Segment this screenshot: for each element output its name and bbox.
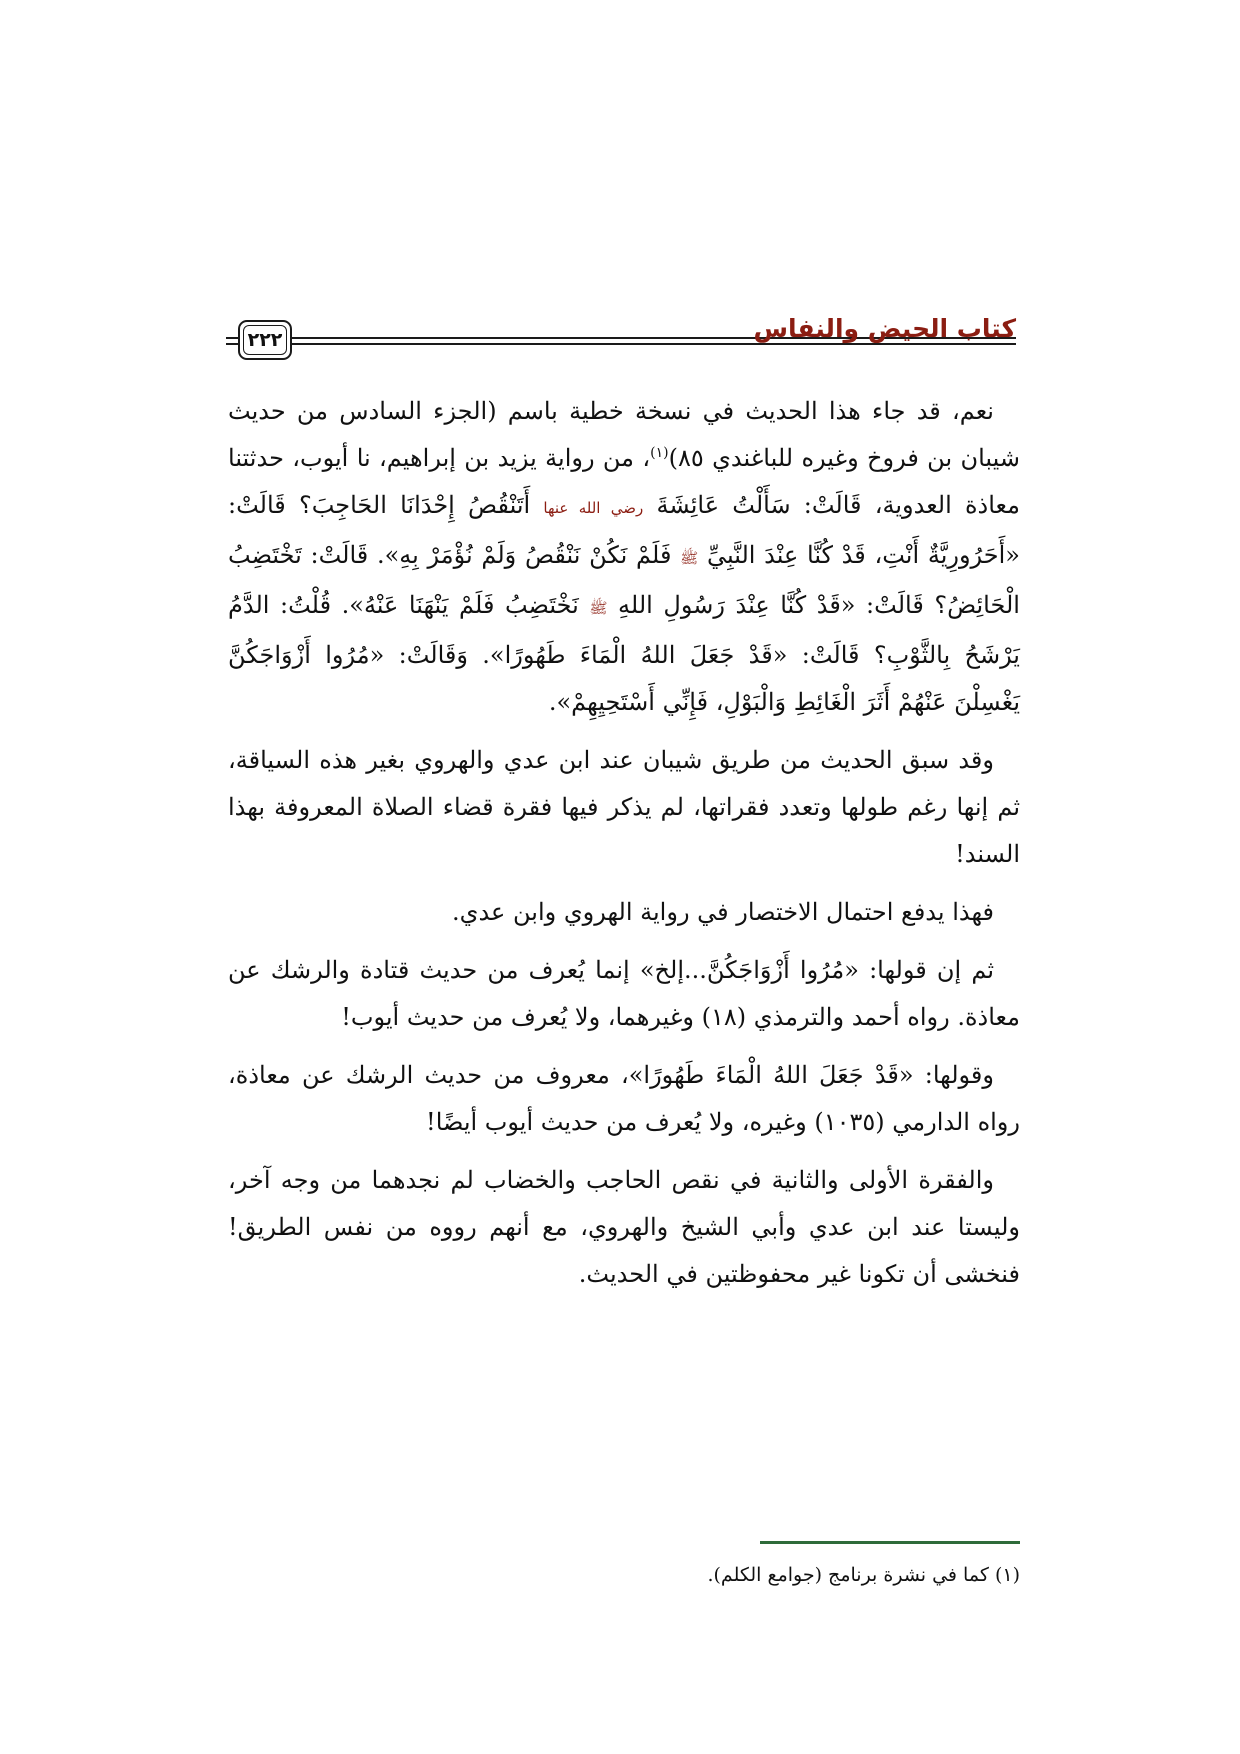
paragraph-5: وقولها: «قَدْ جَعَلَ اللهُ الْمَاءَ طَهُورًا»، معروف من حديث الرشك عن معاذة، رواه الدارمي (١٠٣٥) وغيره، ولا يُعرف من حديث أيوب أيضًا! bbox=[228, 1061, 1020, 1136]
page-number: ٢٢٢ bbox=[247, 329, 283, 351]
p1-segment-e: نَخْتَضِبُ فَلَمْ يَنْهَنَا عَنْهُ». قُلْتُ: الدَّمُ يَرْشَحُ بِالثَّوْبِ؟ قَالَتْ: «قَدْ جَعَلَ اللهُ الْمَاءَ طَهُورًا». وَقَالَتْ: «مُرُوا أَزْوَاجَكُنَّ يَغْسِلْنَ عَنْهُمْ أَثَرَ الْغَائِطِ وَالْبَوْلِ، فَإِنِّي أَسْتَحِيِهِمْ». bbox=[228, 591, 1020, 716]
footnote-marker: (١) bbox=[994, 1564, 1020, 1586]
paragraph-6: والفقرة الأولى والثانية في نقص الحاجب والخضاب لم نجدهما من وجه آخر، وليستا عند ابن عدي وأبي الشيخ والهروي، مع أنهم رووه من نفس الطريق! فنخشى أن تكونا غير محفوظتين في الحديث. bbox=[228, 1166, 1020, 1288]
p1-segment-a: نعم، قد جاء هذا الحديث في نسخة خطية باسم (الجزء السادس من حديث شيبان بن فروخ وغيره للباغندي ٨٥) bbox=[228, 397, 1021, 472]
running-title: كتاب الحيض والنفاس bbox=[753, 314, 1016, 343]
paragraph-3: فهذا يدفع احتمال الاختصار في رواية الهروي وابن عدي. bbox=[452, 898, 994, 926]
p1-segment-c: أَتَنْقُصُ إِحْدَانَا الحَاجِبَ؟ قَالَتْ: «أَحَرُورِيَّةٌ أَنْتِ، قَدْ كُنَّا عِنْدَ النَّبِيِّ bbox=[228, 491, 1020, 569]
salawat-symbol-2: ﷺ bbox=[589, 599, 608, 617]
footnote-separator bbox=[760, 1541, 1020, 1544]
main-text bbox=[228, 388, 1020, 1309]
header-rule-left bbox=[226, 337, 238, 345]
paragraph-4: ثم إن قولها: «مُرُوا أَزْوَاجَكُنَّ...إلخ» إنما يُعرف من حديث قتادة والرشك عن معاذة. رواه أحمد والترمذي (١٨) وغيرهما، ولا يُعرف من حديث أيوب! bbox=[228, 956, 1020, 1031]
paragraph-1 bbox=[228, 388, 1020, 726]
p1-segment-d: فَلَمْ نَكُنْ نَنْقُصُ وَلَمْ نُؤْمَرْ بِهِ». قَالَتْ: تَخْتَضِبُ الْحَائِضُ؟ قَالَتْ: «قَدْ كُنَّا عِنْدَ رَسُولِ اللهِ bbox=[228, 541, 1020, 619]
page-number-badge bbox=[238, 320, 292, 360]
footnote bbox=[500, 1560, 1020, 1590]
page-header bbox=[226, 308, 1016, 368]
footnote-reference[interactable]: (١) bbox=[650, 445, 669, 461]
salawat-symbol-1: ﷺ bbox=[680, 549, 699, 567]
radiallahu-anha-symbol: رضي الله عنها bbox=[543, 499, 644, 517]
footnote-text: كما في نشرة برنامج (جوامع الكلم). bbox=[707, 1564, 989, 1586]
p1-segment-b: ، من رواية يزيد بن إبراهيم، نا أيوب، حدثتنا معاذة العدوية، قَالَتْ: سَأَلْتُ عَائِشَةَ bbox=[228, 444, 1020, 519]
paragraph-2: وقد سبق الحديث من طريق شيبان عند ابن عدي والهروي بغير هذه السياقة، ثم إنها رغم طولها وتعدد فقراتها، لم يذكر فيها فقرة قضاء الصلاة المعروفة بهذا السند! bbox=[228, 746, 1020, 868]
